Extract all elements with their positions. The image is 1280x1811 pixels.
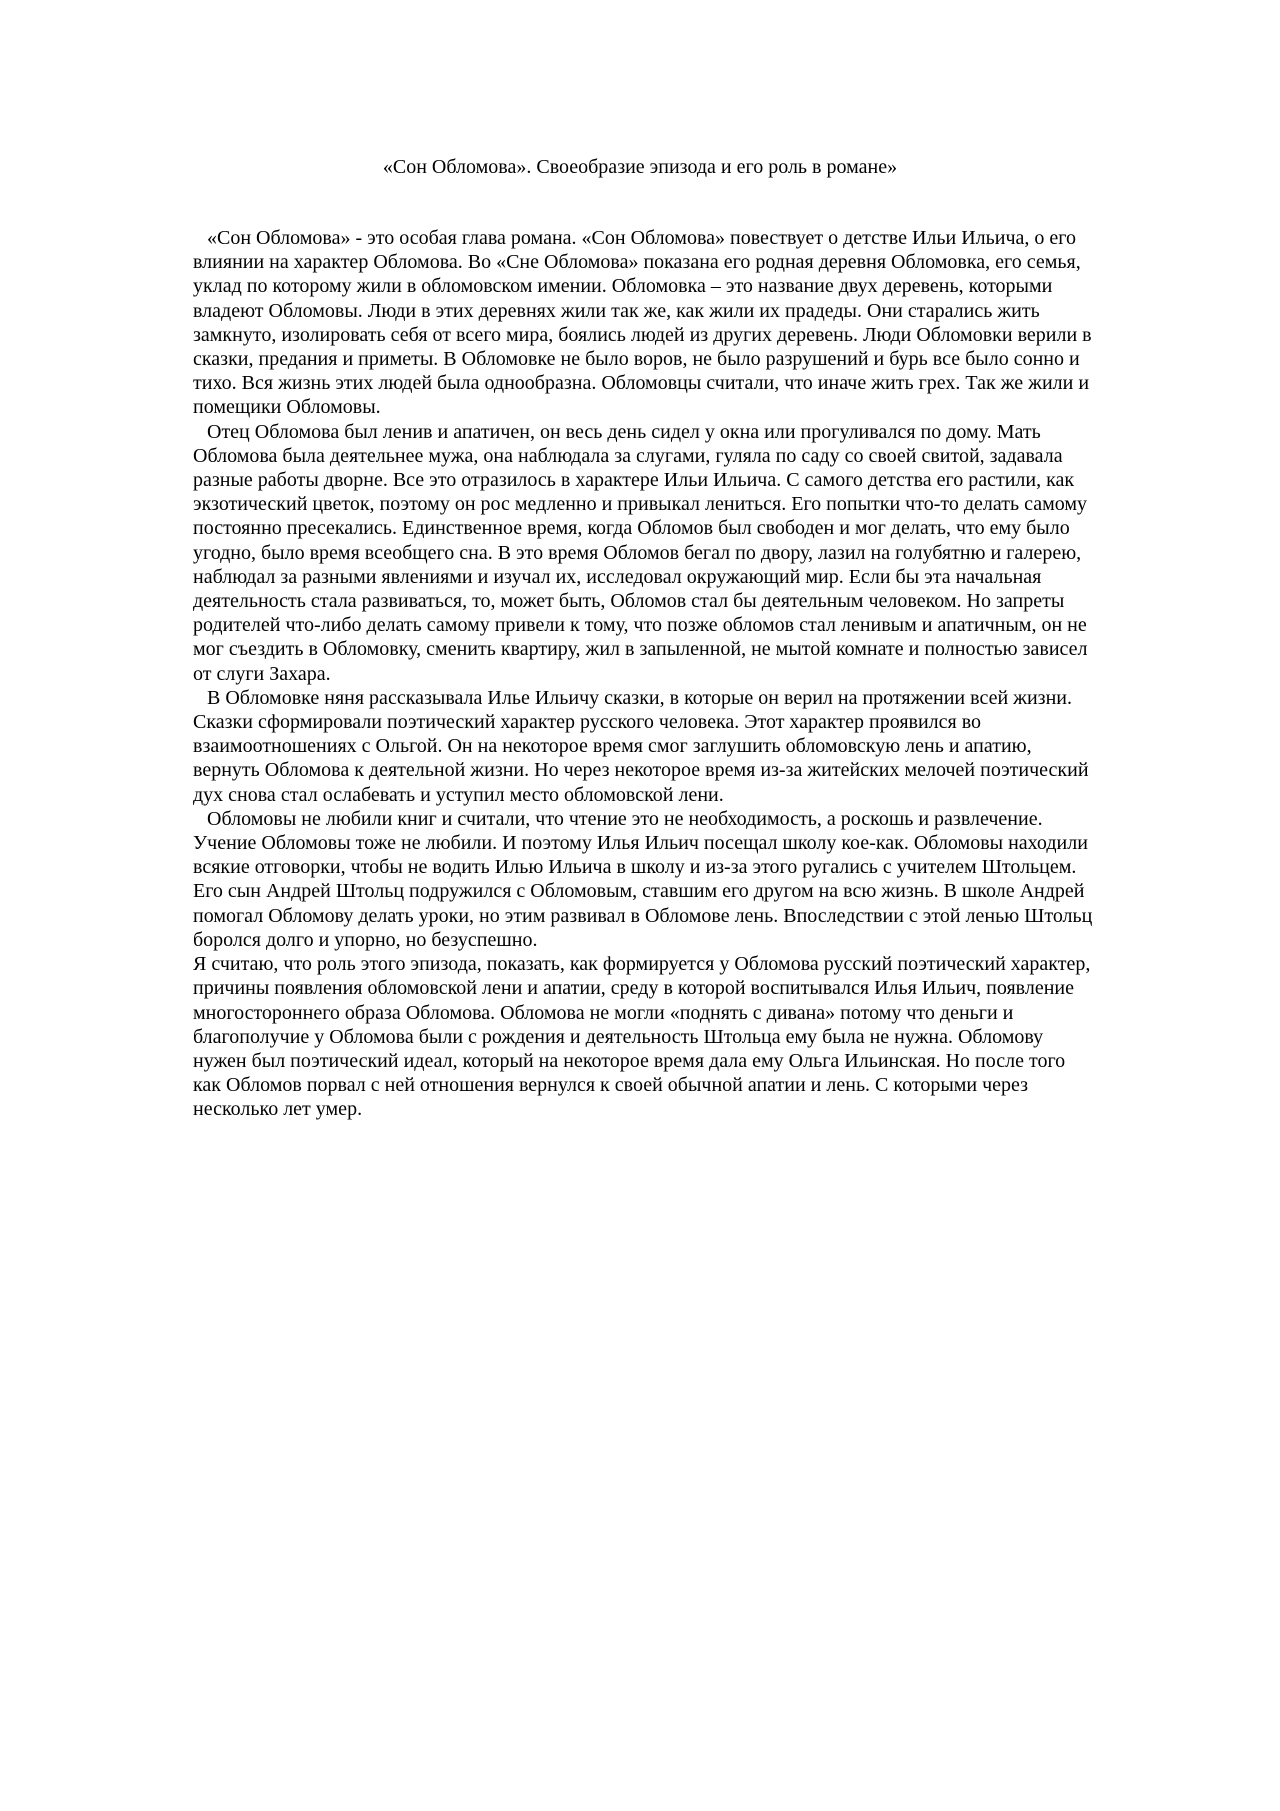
- paragraph-4: Обломовы не любили книг и считали, что чтение это не необходимость, а роскошь и развлечение. Учение Обломовы тоже не любили. И поэтому Илья Ильич посещал школу кое-как. Обломовы находили всякие отговорки, чтобы не водить Илью Ильича в школу и из-за этого ругались с учителем Штольцем. Его сын Андрей Штольц подружился с Обломовым, ставшим его другом на всю жизнь. В школе Андрей помогал Обломову делать уроки, но этим развивал в Обломове лень. Впоследствии с этой ленью Штольц боролся долго и упорно, но безуспешно.: [193, 807, 1093, 951]
- paragraph-5: Я считаю, что роль этого эпизода, показать, как формируется у Обломова русский поэтический характер, причины появления обломовской лени и апатии, среду в которой воспитывался Илья Ильич, появление многостороннего образа Обломова. Обломова не могли «поднять с дивана» потому что деньги и благополучие у Обломова были с рождения и деятельность Штольца ему была не нужна. Обломову нужен был поэтический идеал, который на некоторое время дала ему Ольга Ильинская. Но после того как Обломов порвал с ней отношения вернулся к своей обычной апатии и лень. С которыми через несколько лет умер.: [193, 953, 1091, 1121]
- document-body: [193, 226, 1093, 1122]
- document-title: «Сон Обломова». Своеобразие эпизода и его роль в романе»: [382, 156, 898, 178]
- paragraph-1: «Сон Обломова» - это особая глава романа. «Сон Обломова» повествует о детстве Ильи Ильича, о его влиянии на характер Обломова. Во «Сне Обломова» показана его родная деревня Обломовка, его семья, уклад по которому жили в обломовском имении. Обломовка – это название двух деревень, которыми владеют Обломовы. Люди в этих деревнях жили так же, как жили их прадеды. Они старались жить замкнуто, изолировать себя от всего мира, боялись людей из других деревень. Люди Обломовки верили в сказки, предания и приметы. В Обломовке не было воров, не было разрушений и бурь все было сонно и тихо. Вся жизнь этих людей была однообразна. Обломовцы считали, что иначе жить грех. Так же жили и помещики Обломовы.: [193, 227, 1092, 419]
- paragraph-3: В Обломовке няня рассказывала Илье Ильичу сказки, в которые он верил на протяжении всей жизни. Сказки сформировали поэтический характер русского человека. Этот характер проявился во взаимоотношениях с Ольгой. Он на некоторое время смог заглушить обломовскую лень и апатию, вернуть Обломова к деятельной жизни. Но через некоторое время из-за житейских мелочей поэтический дух снова стал ослабевать и уступил место обломовской лени.: [193, 686, 1089, 806]
- paragraph-2: Отец Обломова был ленив и апатичен, он весь день сидел у окна или прогуливался по дому. Мать Обломова была деятельнее мужа, она наблюдала за слугами, гуляла по саду со своей свитой, задавала разные работы дворне. Все это отразилось в характере Ильи Ильича. С самого детства его растили, как экзотический цветок, поэтому он рос медленно и привыкал лениться. Его попытки что-то делать самому постоянно пресекались. Единственное время, когда Обломов был свободен и мог делать, что ему было угодно, было время всеобщего сна. В это время Обломов бегал по двору, лазил на голубятню и галерею, наблюдал за разными явлениями и изучал их, исследовал окружающий мир. Если бы эта начальная деятельность стала развиваться, то, может быть, Обломов стал бы деятельным человеком. Но запреты родителей что-либо делать самому привели к тому, что позже обломов стал ленивым и апатичным, он не мог съездить в Обломовку, сменить квартиру, жил в запыленной, не мытой комнате и полностью зависел от слуги Захара.: [193, 420, 1088, 685]
